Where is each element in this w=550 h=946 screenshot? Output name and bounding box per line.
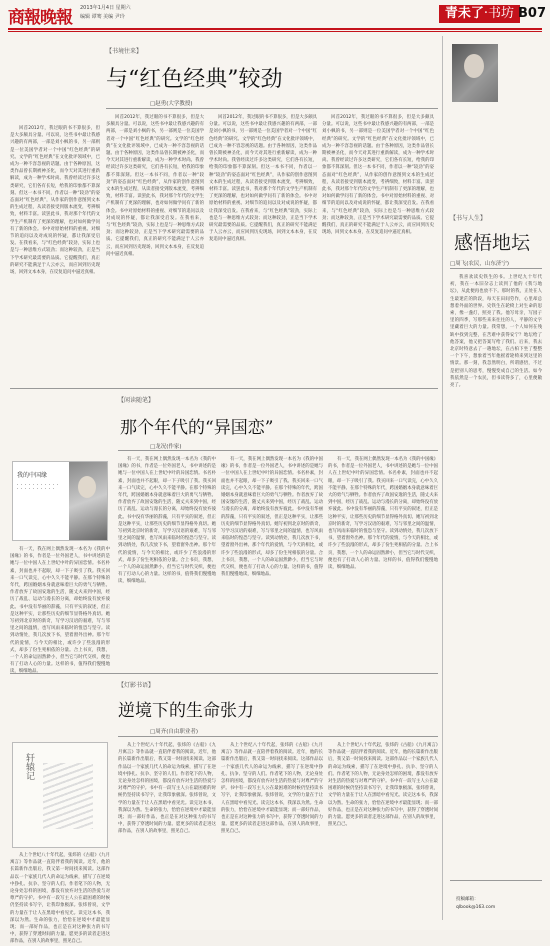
cover-face xyxy=(78,476,96,498)
cover-line-1 xyxy=(17,484,61,485)
header-date: 2013年1月4日 星期六 xyxy=(80,5,131,11)
article3-cover-title: 轩辕记 xyxy=(24,753,34,780)
article3-byline: □周齐(自由职业者) xyxy=(150,729,198,735)
article2-kicker: 【闲读随笔】 xyxy=(118,397,155,404)
article2-title: 那个年代的“异国恋” xyxy=(120,418,274,438)
article2-byline: □龙况(作家) xyxy=(150,444,182,450)
contribution-label: 投稿邮箱： xyxy=(456,897,479,902)
article1-byline: □赵勇(大学教授) xyxy=(150,101,193,107)
article2-cover-title: 我的中国缘 xyxy=(17,472,48,479)
article4-byline: □周飞(农民，山东济宁) xyxy=(450,261,509,267)
masthead-logo: 商報晚報 xyxy=(8,8,72,28)
cover-line-2 xyxy=(17,488,57,489)
article2-body-col4: 有一天，我在网上偶然发现一本名为《我的中国缘》的书，作者是一位外国老人，书中讲述的是她与一位中国人在上世纪中叶的异国恋情。书名朴素，封面也并不起眼，却一下子吸引了我。我买回来一口气读完，心中久久不能平静。在那个特殊的年代，跨国婚姻本身就意味着巨大的勇气与牺牲。作者放弃了故国安逸的生活，随丈夫来到中国，经历了战乱、运动与漫长的分离，却始终没有放弃彼此。书中没有华丽的辞藻，只有平实的叙述，但正是这种平实，让那些历史的细节显得格外真切。她写初到北京时的新奇，写学习汉语的艰难，写与邻里之间的温情，也写风雨来临时的惶恐与坚守。读到动情处，我几次放下书，望着窗外出神。那个年代的爱情，与今天的相比，或许少了些浪漫的形式，却多了份生死相依的分量。合上书页，我想，一个人的命运固然渺小，但当它与时代交织，便也有了打动人心的力量。这样的书，值得我们慢慢地读，细细地品。 xyxy=(328,457,438,571)
article3-body-col1: 从上个世纪八十年代起，张炜的《古船》《九月寓言》等作品就一直陪伴着我的阅读。近年，他的长篇新作出版后，我又第一时间找来阅读。这部作品以一个家族几代人的命运为线索，描写了在逆境中挣扎、抗争、坚守的人们。作者笔下的人物，无论身处怎样的困境，都没有放弃对生活的热爱与对尊严的守护。书中有一段写主人公在最困难的时候仍坚持读书写字，让我印象极深。张炜曾说，文学的力量在于让人在黑暗中看见光。读完这本书，我深以为然。生命的张力，恰恰在逆境中才最能显现；而一部好作品，也正是在对这种张力的书写中，获得了穿透时间的力量。愿更多的读者走进这部作品，在别人的故事里，照见自己。 xyxy=(10,853,110,945)
article3-rule xyxy=(118,736,438,737)
article2-rule xyxy=(118,450,438,451)
section-banner xyxy=(439,5,520,23)
article3-body-col3: 从上个世纪八十年代起，张炜的《古船》《九月寓言》等作品就一直陪伴着我的阅读。近年，他的长篇新作出版后，我又第一时间找来阅读。这部作品以一个家族几代人的命运为线索，描写了在逆境中挣扎、抗争、坚守的人们。作者笔下的人物，无论身处怎样的困境，都没有放弃对生活的热爱与对尊严的守护。书中有一段写主人公在最困难的时候仍坚持读书写字，让我印象极深。张炜曾说，文学的力量在于让人在黑暗中看见光。读完这本书，我深以为然。生命的张力，恰恰在逆境中才最能显现；而一部好作品，也正是在对这种张力的书写中，获得了穿透时间的力量。愿更多的读者走进这部作品，在别人的故事里，照见自己。 xyxy=(221,743,323,835)
section-name: 青未了 xyxy=(444,6,484,21)
article3-body-col4: 从上个世纪八十年代起，张炜的《古船》《九月寓言》等作品就一直陪伴着我的阅读。近年，他的长篇新作出版后，我又第一时间找来阅读。这部作品以一个家族几代人的命运为线索，描写了在逆境中挣扎、抗争、坚守的人们。作者笔下的人物，无论身处怎样的困境，都没有放弃对生活的热爱与对尊严的守护。书中有一段写主人公在最困难的时候仍坚持读书写字，让我印象极深。张炜曾说，文学的力量在于让人在黑暗中看见光。读完这本书，我深以为然。生命的张力，恰恰在逆境中才最能显现；而一部好作品，也正是在对这种张力的书写中，获得了穿透时间的力量。愿更多的读者走进这部作品，在别人的故事里，照见自己。 xyxy=(328,743,438,828)
cover-photo xyxy=(69,462,107,540)
article3-kicker: 【灯影书语】 xyxy=(118,682,155,689)
contribution-email: qlbook@163.com xyxy=(456,905,496,910)
header-rule xyxy=(8,28,542,30)
section-divider-1 xyxy=(10,388,438,389)
article1-rule xyxy=(106,108,438,109)
page-number: B07 xyxy=(518,6,546,21)
article2-body-col1: 有一天，我在网上偶然发现一本名为《我的中国缘》的书，作者是一位外国老人，书中讲述的是她与一位中国人在上世纪中叶的异国恋情。书名朴素，封面也并不起眼，却一下子吸引了我。我买回来一口气读完，心中久久不能平静。在那个特殊的年代，跨国婚姻本身就意味着巨大的勇气与牺牲。作者放弃了故国安逸的生活，随丈夫来到中国，经历了战乱、运动与漫长的分离，却始终没有放弃彼此。书中没有华丽的辞藻，只有平实的叙述，但正是这种平实，让那些历史的细节显得格外真切。她写初到北京时的新奇，写学习汉语的艰难，写与邻里之间的温情，也写风雨来临时的惶恐与坚守。读到动情处，我几次放下书，望着窗外出神。那个年代的爱情，与今天的相比，或许少了些浪漫的形式，却多了份生死相依的分量。合上书页，我想，一个人的命运固然渺小，但当它与时代交织，便也有了打动人心的力量。这样的书，值得我们慢慢地读，细细地品。 xyxy=(10,547,110,675)
article1-body-col4: 回首2012年，我过眼的书不算很多，但是大多颇具分量。可以说，这些书中最让我感兴趣的有两部，一部是刘小枫的书，另一部则是一位美国学者对一个中国“红色经典”的研究。文学的“红色经典”在文化批评领域中，已成为一种不容忽视的话题。由于各种原因，这类作品曾长期被神圣化，而今天对其进行重新解读，成为一种学术时尚。我曾经读过许多这类研究，它们各有长短，给我的印象都不算深刻。但这一本书不同，作者以一种“较劲”的姿态面对“红色经典”，从作家的创作意图到文本的生成过程，从读者接受到版本流变，考辨细致，材料丰富。读罢此书，我对那个年代的文学生产机制有了更深的理解，也对如何做学问有了新的体会。书中对原始材料的重视、对细节的追问以及对成说的怀疑，都让我深受启发。在我看来，与“红色经典”较劲，实际上也是与一种思维方式较劲；而这种较劲，正是当下学术研究最需要的品质。它提醒我们，真正的研究不能满足于人云亦云，而应回到历史现场，回到文本本身，在反复追问中逼近真相。 xyxy=(322,115,434,236)
article4-body: 我喜欢读史铁生的书。上世纪九十年代初，我在一本旧杂志上读到了他的《我与地坛》，从此便再也放不下。那时的我，正处在人生最迷茫的阶段，每天在田间劳作，心里却总想着外面的世界。史铁生在轮椅上对生命的思索，像一盏灯，照亮了我。他写母亲，写园子里的四季，写那些来来往往的人，平静的文字里藏着巨大的力量。我常想，一个人如何在残缺中找到完整，在苦难中获得安宁？地坛给了他答案，他又把答案写给了我们。后来，我去北京时特意去了一趟地坛，在古柏下坐了整整一个下午，想象着当年他摇着轮椅来到这里的情景。那一刻，我忽然明白，所谓感悟，不过是把别人的思考，慢慢变成自己的生活。如今我依然是一个农民，但书读得多了，心里便敞亮了。 xyxy=(450,275,542,389)
article2-body-col2: 有一天，我在网上偶然发现一本名为《我的中国缘》的书，作者是一位外国老人，书中讲述的是她与一位中国人在上世纪中叶的异国恋情。书名朴素，封面也并不起眼，却一下子吸引了我。我买回来一口气读完，心中久久不能平静。在那个特殊的年代，跨国婚姻本身就意味着巨大的勇气与牺牲。作者放弃了故国安逸的生活，随丈夫来到中国，经历了战乱、运动与漫长的分离，却始终没有放弃彼此。书中没有华丽的辞藻，只有平实的叙述，但正是这种平实，让那些历史的细节显得格外真切。她写初到北京时的新奇，写学习汉语的艰难，写与邻里之间的温情，也写风雨来临时的惶恐与坚守。读到动情处，我几次放下书，望着窗外出神。那个年代的爱情，与今天的相比，或许少了些浪漫的形式，却多了份生死相依的分量。合上书页，我想，一个人的命运固然渺小，但当它与时代交织，便也有了打动人心的力量。这样的书，值得我们慢慢地读，细细地品。 xyxy=(118,457,216,585)
article1-body-col3: 回首2012年，我过眼的书不算很多，但是大多颇具分量。可以说，这些书中最让我感兴趣的有两部，一部是刘小枫的书，另一部则是一位美国学者对一个中国“红色经典”的研究。文学的“红色经典”在文化批评领域中，已成为一种不容忽视的话题。由于各种原因，这类作品曾长期被神圣化，而今天对其进行重新解读，成为一种学术时尚。我曾经读过许多这类研究，它们各有长短，给我的印象都不算深刻。但这一本书不同，作者以一种“较劲”的姿态面对“红色经典”，从作家的创作意图到文本的生成过程，从读者接受到版本流变，考辨细致，材料丰富。读罢此书，我对那个年代的文学生产机制有了更深的理解，也对如何做学问有了新的体会。书中对原始材料的重视、对细节的追问以及对成说的怀疑，都让我深受启发。在我看来，与“红色经典”较劲，实际上也是与一种思维方式较劲；而这种较劲，正是当下学术研究最需要的品质。它提醒我们，真正的研究不能满足于人云亦云，而应回到历史现场，回到文本本身，在反复追问中逼近真相。 xyxy=(209,115,317,243)
article3-body-col2: 从上个世纪八十年代起，张炜的《古船》《九月寓言》等作品就一直陪伴着我的阅读。近年，他的长篇新作出版后，我又第一时间找来阅读。这部作品以一个家族几代人的命运为线索，描写了在逆境中挣扎、抗争、坚守的人们。作者笔下的人物，无论身处怎样的困境，都没有放弃对生活的热爱与对尊严的守护。书中有一段写主人公在最困难的时候仍坚持读书写字，让我印象极深。张炜曾说，文学的力量在于让人在黑暗中看见光。读完这本书，我深以为然。生命的张力，恰恰在逆境中才最能显现；而一部好作品，也正是在对这种张力的书写中，获得了穿透时间的力量。愿更多的读者走进这部作品，在别人的故事里，照见自己。 xyxy=(118,743,216,835)
article2-book-cover xyxy=(12,461,108,541)
article3-title: 逆境下的生命张力 xyxy=(118,701,254,721)
author-face xyxy=(464,54,484,78)
article3-book-cover xyxy=(12,742,108,848)
header-rule-thin xyxy=(8,31,542,32)
cover-illustration xyxy=(43,763,93,829)
article1-kicker: 【书境往来】 xyxy=(106,48,143,55)
header-editors: 编辑 谭骞 美编 尹玲 xyxy=(80,14,125,20)
column-divider xyxy=(442,36,443,920)
section-subname: ·书坊 xyxy=(483,6,514,21)
article1-title: 与“红色经典”较劲 xyxy=(106,67,283,92)
article1-body-col1: 回首2012年，我过眼的书不算很多，但是大多颇具分量。可以说，这些书中最让我感兴趣的有两部，一部是刘小枫的书，另一部则是一位美国学者对一个中国“红色经典”的研究。文学的“红色经典”在文化批评领域中，已成为一种不容忽视的话题。由于各种原因，这类作品曾长期被神圣化，而今天对其进行重新解读，成为一种学术时尚。我曾经读过许多这类研究，它们各有长短，给我的印象都不算深刻。但这一本书不同，作者以一种“较劲”的姿态面对“红色经典”，从作家的创作意图到文本的生成过程，从读者接受到版本流变，考辨细致，材料丰富。读罢此书，我对那个年代的文学生产机制有了更深的理解，也对如何做学问有了新的体会。书中对原始材料的重视、对细节的追问以及对成说的怀疑，都让我深受启发。在我看来，与“红色经典”较劲，实际上也是与一种思维方式较劲；而这种较劲，正是当下学术研究最需要的品质。它提醒我们，真正的研究不能满足于人云亦云，而应回到历史现场，回到文本本身，在反复追问中逼近真相。 xyxy=(10,126,100,276)
article4-rule xyxy=(450,268,542,269)
section-divider-2 xyxy=(10,673,438,674)
article2-body-col3: 有一天，我在网上偶然发现一本名为《我的中国缘》的书，作者是一位外国老人，书中讲述的是她与一位中国人在上世纪中叶的异国恋情。书名朴素，封面也并不起眼，却一下子吸引了我。我买回来一口气读完，心中久久不能平静。在那个特殊的年代，跨国婚姻本身就意味着巨大的勇气与牺牲。作者放弃了故国安逸的生活，随丈夫来到中国，经历了战乱、运动与漫长的分离，却始终没有放弃彼此。书中没有华丽的辞藻，只有平实的叙述，但正是这种平实，让那些历史的细节显得格外真切。她写初到北京时的新奇，写学习汉语的艰难，写与邻里之间的温情，也写风雨来临时的惶恐与坚守。读到动情处，我几次放下书，望着窗外出神。那个年代的爱情，与今天的相比，或许少了些浪漫的形式，却多了份生死相依的分量。合上书页，我想，一个人的命运固然渺小，但当它与时代交织，便也有了打动人心的力量。这样的书，值得我们慢慢地读，细细地品。 xyxy=(221,457,323,578)
author-photo xyxy=(452,44,498,102)
article4-kicker: 【书与人生】 xyxy=(450,215,487,222)
article1-body-col2: 回首2012年，我过眼的书不算很多，但是大多颇具分量。可以说，这些书中最让我感兴趣的有两部，一部是刘小枫的书，另一部则是一位美国学者对一个中国“红色经典”的研究。文学的“红色经典”在文化批评领域中，已成为一种不容忽视的话题。由于各种原因，这类作品曾长期被神圣化，而今天对其进行重新解读，成为一种学术时尚。我曾经读过许多这类研究，它们各有长短，给我的印象都不算深刻。但这一本书不同，作者以一种“较劲”的姿态面对“红色经典”，从作家的创作意图到文本的生成过程，从读者接受到版本流变，考辨细致，材料丰富。读罢此书，我对那个年代的文学生产机制有了更深的理解，也对如何做学问有了新的体会。书中对原始材料的重视、对细节的追问以及对成说的怀疑，都让我深受启发。在我看来，与“红色经典”较劲，实际上也是与一种思维方式较劲；而这种较劲，正是当下学术研究最需要的品质。它提醒我们，真正的研究不能满足于人云亦云，而应回到历史现场，回到文本本身，在反复追问中逼近真相。 xyxy=(106,115,204,257)
page-header xyxy=(0,0,550,30)
article4-end-rule xyxy=(450,880,542,881)
article4-title: 感悟地坛 xyxy=(454,232,531,254)
